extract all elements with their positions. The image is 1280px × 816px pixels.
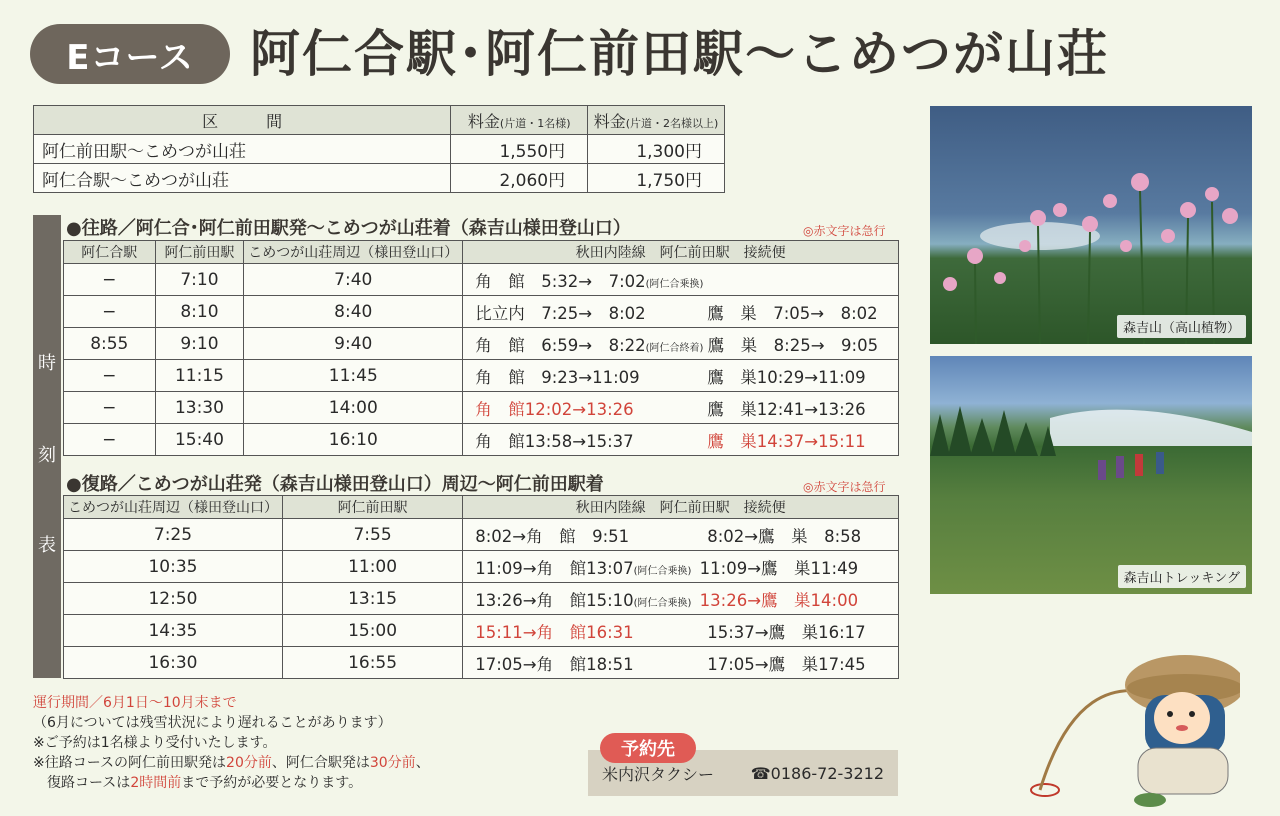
fare-header-group-label: 料金	[593, 111, 626, 131]
fare-header-group	[588, 106, 725, 135]
aniai-time: −	[64, 296, 156, 328]
table-row	[64, 615, 899, 647]
timetable-label-char: 表	[38, 535, 56, 556]
table-row	[64, 583, 899, 615]
trekking-illustration	[930, 356, 1252, 594]
return-timetable	[63, 495, 899, 679]
reservation-tag: 予約先	[600, 733, 696, 763]
table-row	[64, 360, 899, 392]
outbound-express-note: ◎赤文字は急行	[803, 224, 886, 238]
aniai-time: −	[64, 424, 156, 456]
connection-kakunodate: 角 館13:58→15:37	[475, 431, 634, 451]
page-title: 阿仁合駅･阿仁前田駅〜こめつが山荘	[250, 25, 1109, 83]
fare-section: 阿仁前田駅〜こめつが山荘	[34, 135, 451, 164]
connection-note: (阿仁合終着)	[645, 342, 704, 354]
connection-takanosu: 鷹 巣 7:05→ 8:02	[707, 303, 878, 323]
connection-takanosu: 8:02→鷹 巣 8:58	[707, 526, 862, 546]
flowers-illustration	[930, 106, 1252, 344]
note-text: 、	[415, 755, 430, 771]
note-deadline-aniai: 30分前	[369, 755, 416, 771]
fare-header-single-label: 料金	[467, 111, 500, 131]
outbound-timetable	[63, 240, 899, 456]
fare-section: 阿仁合駅〜こめつが山荘	[34, 164, 451, 193]
note-deadline-line2	[33, 773, 430, 793]
lodge-time: 14:00	[244, 392, 463, 424]
lodge-time: 16:30	[64, 647, 283, 679]
fare-row	[34, 164, 725, 193]
lodge-time: 7:25	[64, 519, 283, 551]
col-maeda: 阿仁前田駅	[282, 496, 462, 519]
connection-kakunodate-express: 角 館12:02→13:26	[475, 399, 634, 419]
lodge-time: 9:40	[244, 328, 463, 360]
fare-single: 1,550円	[451, 135, 588, 164]
connection-kakunodate: 13:26→角 館15:10	[475, 590, 634, 610]
fare-header-row	[34, 106, 725, 135]
table-row	[64, 519, 899, 551]
connection-kakunodate-express: 15:11→角 館16:31	[475, 622, 634, 642]
connection-takanosu: 鷹 巣 8:25→ 9:05	[707, 335, 879, 355]
lodge-time: 14:35	[64, 615, 283, 647]
fare-row	[34, 135, 725, 164]
maeda-time: 7:55	[282, 519, 462, 551]
col-lodge: こめつが山荘周辺（様田登山口）	[244, 241, 463, 264]
connection-cell	[463, 647, 899, 679]
note-text: まで予約が必要となります。	[181, 775, 363, 791]
mascot-illustration	[1020, 640, 1240, 810]
timetable-label-char: 刻	[38, 445, 56, 466]
connection-cell	[463, 296, 899, 328]
col-lodge: こめつが山荘周辺（様田登山口）	[64, 496, 283, 519]
photo-alpine-flowers	[930, 106, 1252, 344]
connection-cell	[463, 264, 899, 296]
connection-takanosu: 鷹 巣12:41→13:26	[707, 399, 866, 419]
lodge-time: 12:50	[64, 583, 283, 615]
operation-period-note: （6月については残雪状況により遅れることがあります）	[33, 715, 392, 731]
connection-hitachinai: 比立内 7:25→ 8:02	[475, 303, 646, 323]
col-aniai: 阿仁合駅	[64, 241, 156, 264]
fare-header-section: 区 間	[34, 106, 451, 135]
timetable-label-band	[33, 215, 61, 678]
maeda-time: 13:15	[282, 583, 462, 615]
fare-header-single-note: (片道・1名様)	[499, 116, 571, 130]
maeda-time: 15:00	[282, 615, 462, 647]
note-text: 、阿仁合駅発は	[271, 755, 370, 771]
table-row	[64, 328, 899, 360]
aniai-time: −	[64, 360, 156, 392]
return-express-note: ◎赤文字は急行	[803, 480, 886, 494]
reservation-company: 米内沢タクシー	[602, 764, 715, 784]
timetable-label-char: 時	[38, 353, 56, 374]
connection-note: (阿仁合乗換)	[633, 597, 692, 609]
note-deadline-maeda: 20分前	[226, 755, 272, 771]
course-badge: Eコース	[30, 24, 230, 84]
col-connection: 秋田内陸線 阿仁前田駅 接続便	[463, 496, 899, 519]
connection-cell	[463, 519, 899, 551]
aniai-time: 8:55	[64, 328, 156, 360]
connection-cell	[463, 392, 899, 424]
table-row	[64, 392, 899, 424]
maeda-time: 13:30	[155, 392, 244, 424]
connection-takanosu-express: 鷹 巣14:37→15:11	[707, 431, 866, 451]
col-maeda: 阿仁前田駅	[155, 241, 244, 264]
aniai-time: −	[64, 264, 156, 296]
connection-kakunodate: 角 館 6:59→ 8:22	[475, 335, 646, 355]
fare-table	[33, 105, 725, 193]
connection-kakunodate: 角 館 5:32→ 7:02	[475, 271, 646, 291]
note-text: 復路コースは	[33, 775, 131, 791]
connection-takanosu: 11:09→鷹 巣11:49	[699, 558, 859, 578]
fare-header-single	[451, 106, 588, 135]
table-row	[64, 264, 899, 296]
fare-header-group-note: (片道・2名様以上)	[625, 116, 719, 130]
fare-group: 1,750円	[588, 164, 725, 193]
operation-period: 運行期間／6月1日〜10月末まで	[33, 695, 237, 711]
return-heading: ●復路／こめつが山荘発（森吉山様田登山口）周辺〜阿仁前田駅着	[66, 474, 604, 495]
connection-cell	[463, 328, 899, 360]
photo-caption: 森吉山トレッキング	[1118, 565, 1246, 588]
connection-cell	[463, 551, 899, 583]
connection-note: (阿仁合乗換)	[645, 278, 704, 290]
connection-cell	[463, 583, 899, 615]
note-deadline-return: 2時間前	[130, 775, 182, 791]
fare-single: 2,060円	[451, 164, 588, 193]
lodge-time: 16:10	[244, 424, 463, 456]
col-connection: 秋田内陸線 阿仁前田駅 接続便	[463, 241, 899, 264]
maeda-time: 11:15	[155, 360, 244, 392]
lodge-time: 8:40	[244, 296, 463, 328]
note-reservation-min: ※ご予約は1名様より受付いたします。	[33, 735, 277, 751]
lodge-time: 10:35	[64, 551, 283, 583]
connection-cell	[463, 360, 899, 392]
table-row	[64, 424, 899, 456]
outbound-heading: ●往路／阿仁合･阿仁前田駅発〜こめつが山荘着（森吉山様田登山口）	[66, 218, 631, 239]
connection-cell	[463, 424, 899, 456]
note-text: ※往路コースの阿仁前田駅発は	[33, 755, 227, 771]
aniai-time: −	[64, 392, 156, 424]
reservation-phone[interactable]: ☎0186-72-3212	[750, 763, 884, 783]
outbound-header-row	[64, 241, 899, 264]
table-row	[64, 551, 899, 583]
connection-cell	[463, 615, 899, 647]
lodge-time: 11:45	[244, 360, 463, 392]
connection-takanosu: 17:05→鷹 巣17:45	[707, 654, 866, 674]
maeda-time: 15:40	[155, 424, 244, 456]
lodge-time: 7:40	[244, 264, 463, 296]
connection-kakunodate: 17:05→角 館18:51	[475, 654, 634, 674]
photo-trekking	[930, 356, 1252, 594]
connection-kakunodate: 角 館 9:23→11:09	[475, 367, 640, 387]
connection-kakunodate: 11:09→角 館13:07	[475, 558, 634, 578]
maeda-time: 7:10	[155, 264, 244, 296]
connection-takanosu: 鷹 巣10:29→11:09	[707, 367, 866, 387]
maeda-time: 8:10	[155, 296, 244, 328]
note-deadline-line1	[33, 753, 430, 773]
return-header-row	[64, 496, 899, 519]
maeda-time: 16:55	[282, 647, 462, 679]
connection-note: (阿仁合乗換)	[633, 565, 692, 577]
connection-takanosu: 15:37→鷹 巣16:17	[707, 622, 866, 642]
table-row	[64, 296, 899, 328]
notes	[33, 693, 430, 793]
table-row	[64, 647, 899, 679]
connection-kakunodate: 8:02→角 館 9:51	[475, 526, 630, 546]
fare-group: 1,300円	[588, 135, 725, 164]
connection-takanosu-express: 13:26→鷹 巣14:00	[699, 590, 859, 610]
maeda-time: 9:10	[155, 328, 244, 360]
maeda-time: 11:00	[282, 551, 462, 583]
photo-caption: 森吉山（高山植物）	[1117, 315, 1246, 338]
